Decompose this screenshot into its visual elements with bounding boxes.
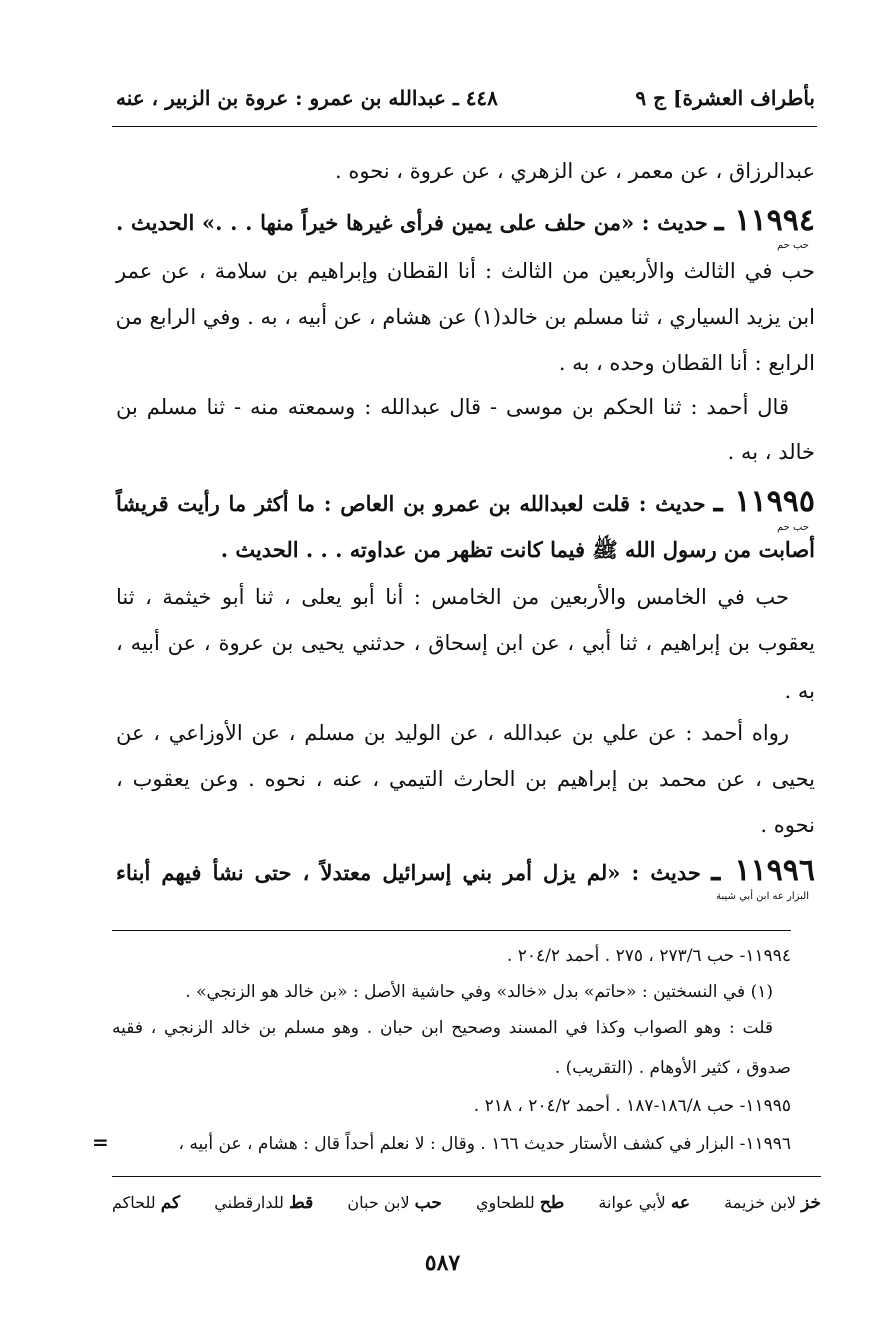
page-number: ٥٨٧: [424, 1250, 461, 1276]
text-line: حب في الثالث والأربعين من الثالث : أنا القطان وإبراهيم بن سلامة ، عن عمر: [116, 259, 815, 283]
hadith-number: ١١٩٩٥ ـ: [713, 484, 815, 519]
text-line: يحيى ، عن محمد بن إبراهيم بن الحارث التيمي ، عنه ، نحوه . وعن يعقوب ،: [116, 767, 815, 791]
margin-sigla: حب حم: [776, 240, 809, 251]
text-line: ابن يزيد السياري ، ثنا مسلم بن خالد(١) عن هشام ، عن أبيه ، به . وفي الرابع من: [115, 305, 815, 329]
footnote-line: صدوق ، كثير الأوهام . (التقريب) .: [554, 1058, 791, 1078]
hadith-heading-11995: [116, 484, 815, 519]
hadith-number: ١١٩٩٤ ـ: [714, 203, 815, 238]
footnote-line: ١١٩٩٦- البزار في كشف الأستار حديث ١٦٦ . وقال : لا نعلم أحداً قال : هشام ، عن أبيه ،: [178, 1134, 791, 1154]
hadith-number: ١١٩٩٦ ـ: [711, 853, 815, 888]
text-line: عبدالرزاق ، عن معمر ، عن الزهري ، عن عروة ، نحوه .: [335, 159, 815, 183]
legend-item: طح للطحاوي: [475, 1193, 565, 1213]
legend-item: حب لابن حبان: [347, 1193, 442, 1213]
margin-sigla: حب حم: [776, 522, 809, 533]
legend-item: كم للحاكم: [112, 1193, 181, 1213]
footnote-line: ١١٩٩٤- حب ٢٧٣/٦ ، ٢٧٥ . أحمد ٢٠٤/٢ .: [506, 946, 791, 966]
legend-item: عه لأبي عوانة: [598, 1193, 691, 1213]
text-line: به .: [784, 679, 815, 703]
abbreviation-legend: [112, 1193, 821, 1213]
footnote-line: (١) في النسختين : «حاتم» بدل «خالد» وفي حاشية الأصل : «بن خالد هو الزنجي» .: [185, 982, 773, 1002]
header-rule: [112, 126, 817, 127]
hadith-heading-11996: [116, 853, 815, 888]
text-line: أصابت من رسول الله ﷺ فيما كانت تظهر من عداوته . . . الحديث .: [220, 537, 815, 562]
text-line: قال أحمد : ثنا الحكم بن موسى - قال عبدالله : وسمعته منه - ثنا مسلم بن: [116, 395, 789, 419]
hadith-heading-11994: [116, 203, 815, 238]
legend-item: خز لابن خزيمة: [724, 1193, 821, 1213]
text-line: نحوه .: [760, 813, 815, 837]
continuation-mark: =: [92, 1130, 109, 1154]
footnote-line: قلت : وهو الصواب وكذا في المسند وصحيح ابن حبان . وهو مسلم بن خالد الزنجي ، فقيه: [112, 1018, 773, 1038]
hadith-heading-text: حديث : «من حلف على يمين فرأى غيرها خيراً منها . . .» الحديث .: [116, 210, 708, 235]
text-line: الرابع : أنا القطان وحده ، به .: [558, 351, 815, 375]
footnote-line: ١١٩٩٥- حب ١٨٦/٨-١٨٧ . أحمد ٢٠٤/٢ ، ٢١٨ .: [473, 1096, 791, 1116]
text-line: حب في الخامس والأربعين من الخامس : أنا أبو يعلى ، ثنا أبو خيثمة ، ثنا: [116, 585, 789, 609]
margin-sigla: البزار عه ابن أبي شيبة: [716, 891, 809, 902]
footnote-rule: [112, 930, 791, 931]
legend-rule: [112, 1176, 821, 1177]
hadith-heading-text: حديث : قلت لعبدالله بن عمرو بن العاص : ما أكثر ما رأيت قريشاً: [116, 491, 706, 516]
running-header-book-title: بأطراف العشرة] ج ٩: [635, 86, 815, 110]
running-header-chapter: ٤٤٨ ـ عبدالله بن عمرو : عروة بن الزبير ، عنه: [116, 86, 498, 110]
text-line: يعقوب بن إبراهيم ، ثنا أبي ، عن ابن إسحاق ، حدثني يحيى بن عروة ، عن أبيه ،: [116, 631, 815, 655]
hadith-heading-text: حديث : «لم يزل أمر بني إسرائيل معتدلاً ، حتى نشأ فيهم أبناء: [116, 860, 701, 885]
legend-item: قط للدارقطني: [214, 1193, 314, 1213]
text-line: خالد ، به .: [727, 440, 815, 464]
text-line: رواه أحمد : عن علي بن عبدالله ، عن الوليد بن مسلم ، عن الأوزاعي ، عن: [116, 721, 789, 745]
